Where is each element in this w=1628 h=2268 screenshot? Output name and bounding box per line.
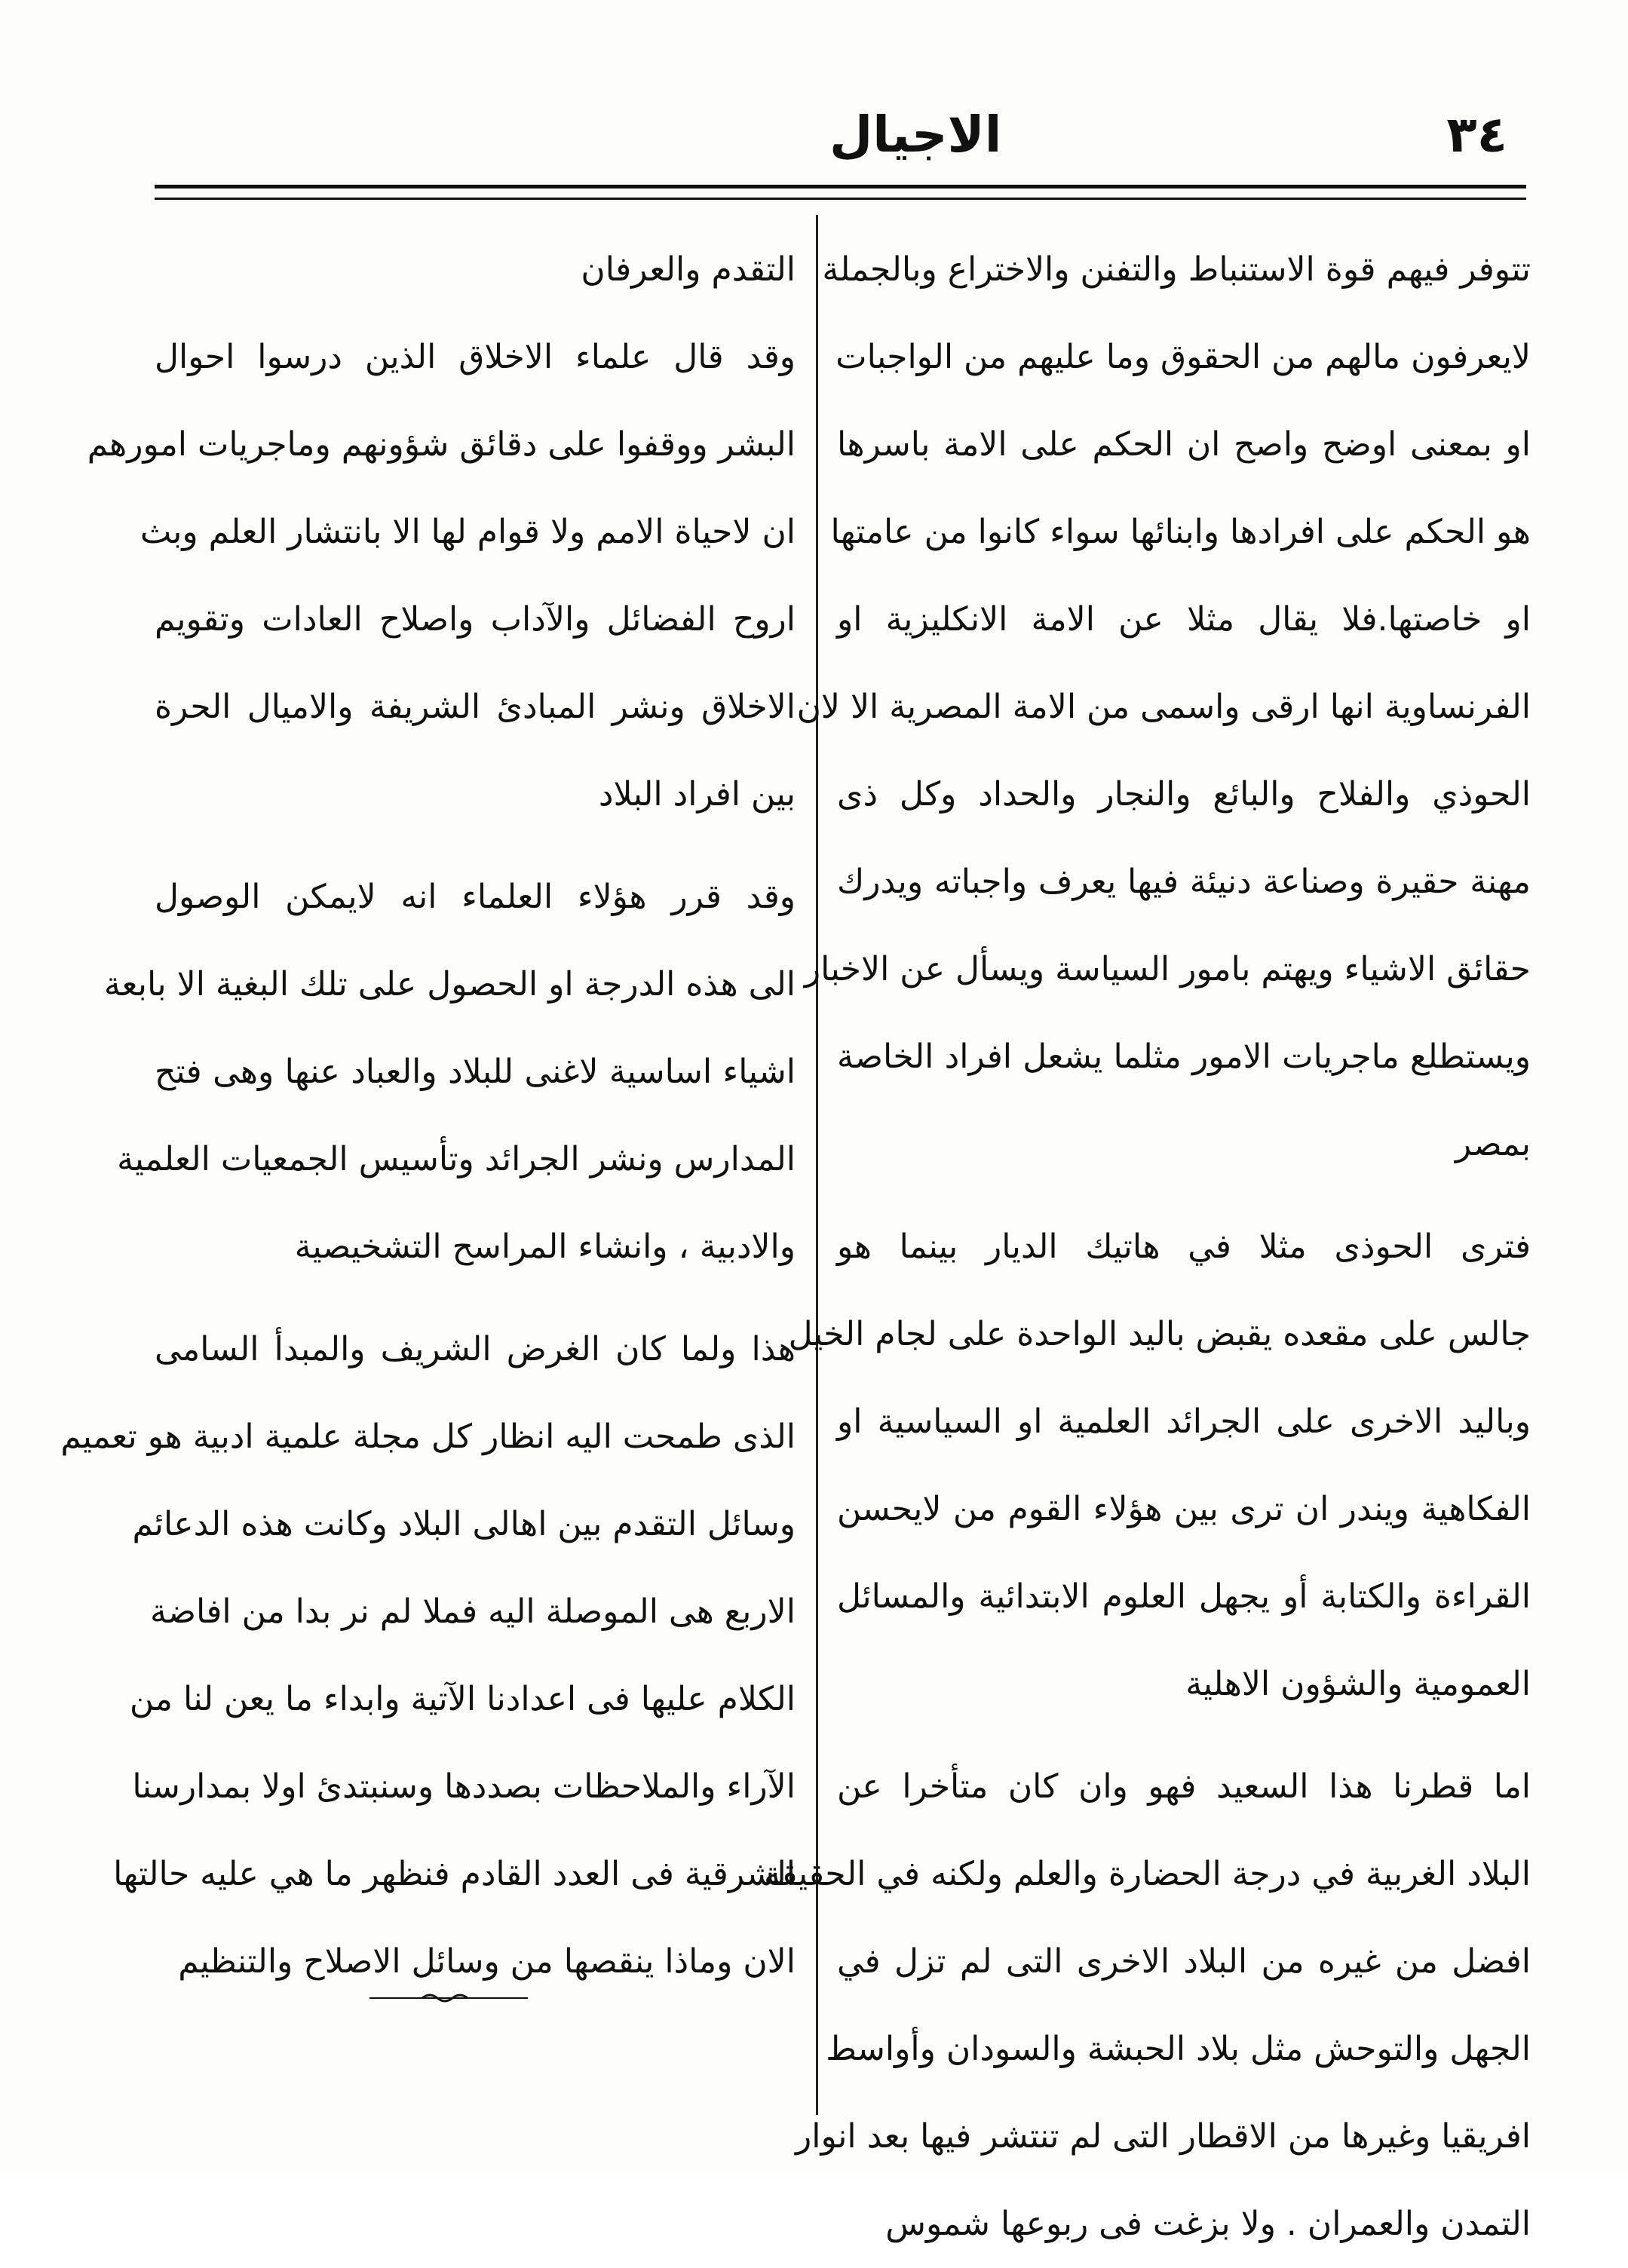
text-line: جالس على مقعده يقبض باليد الواحدة على لجام الخيل: [788, 1315, 1531, 1353]
text-line: هذا ولما كان الغرض الشريف والمبدأ السامى: [155, 1330, 796, 1368]
text-line: اما قطرنا هذا السعيد فهو وان كان متأخرا عن: [837, 1767, 1531, 1806]
text-line: الكلام عليها فى اعدادنا الآتية وابداء ما يعن لنا من: [129, 1680, 796, 1718]
text-line: البشر ووقفوا على دقائق شؤونهم وماجريات امورهم: [87, 425, 796, 464]
paragraph: [60, 1306, 796, 2006]
paragraph-gap: [837, 1188, 1531, 1203]
text-line: لايعرفون مالهم من الحقوق وما عليهم من الواجبات: [835, 338, 1531, 376]
paragraph: [763, 1743, 1531, 2268]
text-line: اشياء اساسية لاغنى للبلاد والعباد عنها وهى فتح: [155, 1053, 796, 1091]
page-number: ٣٤: [1446, 106, 1507, 164]
running-title: الاجيال: [829, 106, 1002, 164]
text-line: هو الحكم على افرادها وابنائها سواء كانوا من عامتها: [830, 513, 1531, 551]
page-header: [151, 106, 1522, 173]
text-line: وسائل التقدم بين اهالى البلاد وكانت هذه الدعائم: [132, 1505, 796, 1543]
text-line: الجهل والتوحش مثل بلاد الحبشة والسودان وأواسط: [826, 2030, 1531, 2068]
header-rule-thick: [155, 185, 1526, 188]
text-line: او بمعنى اوضح واصح ان الحكم على الامة باسرها: [837, 425, 1531, 464]
text-line: والادبية ، وانشاء المراسح التشخيصية: [294, 1227, 796, 1266]
text-line: البلاد الغربية في درجة الحضارة والعلم ولكنه في الحقيقة: [763, 1855, 1531, 1893]
text-line: الذى طمحت اليه انظار كل مجلة علمية ادبية هو تعميم: [60, 1418, 796, 1456]
text-line: مهنة حقيرة وصناعة دنيئة فيها يعرف واجباته ويدرك: [837, 863, 1531, 901]
text-line: بين افراد البلاد: [598, 775, 796, 814]
column-divider: [816, 215, 818, 2115]
text-line: ويستطلع ماجريات الامور مثلما يشعل افراد الخاصة: [837, 1037, 1531, 1076]
text-line: الحوذي والفلاح والبائع والنجار والحداد وكل ذى: [837, 775, 1531, 814]
text-line: ان لاحياة الامم ولا قوام لها الا بانتشار العلم وبث: [139, 513, 796, 551]
paragraph-gap: [155, 1291, 796, 1306]
paragraph: [87, 314, 796, 838]
paragraph-gap: [155, 838, 796, 854]
paragraph: [103, 854, 796, 1291]
text-line: وقد قرر هؤلاء العلماء انه لايمكن الوصول: [155, 878, 796, 916]
text-line: افضل من غيره من البلاد الاخرى التى لم تزل في: [837, 1942, 1531, 1981]
text-line: او خاصتها.فلا يقال مثلا عن الامة الانكليزية او: [837, 600, 1531, 639]
text-line: العمومية والشؤون الاهلية: [1185, 1665, 1531, 1703]
text-line: الاخلاق ونشر المبادئ الشريفة والاميال الحرة: [155, 688, 796, 726]
text-line: حقائق الاشياء ويهتم بامور السياسة ويسأل عن الاخبار: [804, 950, 1531, 988]
section-heading: التقدم والعرفان: [581, 250, 796, 289]
text-line: تتوفر فيهم قوة الاستنباط والتفنن والاختراع وبالجملة: [822, 250, 1531, 289]
paragraph-gap: [837, 1728, 1531, 1743]
text-line: افريقيا وغيرها من الاقطار التى لم تنتشر فيها بعد انوار: [795, 2117, 1531, 2156]
paragraph: [796, 226, 1531, 1188]
text-line: وقد قال علماء الاخلاق الذين درسوا احوال: [155, 338, 796, 376]
text-line: القراءة والكتابة أو يجهل العلوم الابتدائية والمسائل: [837, 1577, 1531, 1616]
end-ornament-icon: [369, 1991, 528, 2006]
paragraph: [788, 1203, 1531, 1728]
text-line: اروح الفضائل والآداب واصلاح العادات وتقويم: [155, 600, 796, 639]
header-rule-thin: [155, 198, 1526, 200]
left-column: [60, 226, 796, 2006]
text-line: الفرنساوية انها ارقى واسمى من الامة المصرية الا لان: [796, 688, 1531, 726]
text-line: الآراء والملاحظات بصددها وسنبتدئ اولا بمدارسنا: [132, 1767, 796, 1806]
right-column: [763, 226, 1531, 2268]
text-line: الفكاهية ويندر ان ترى بين هؤلاء القوم من لايحسن: [837, 1490, 1531, 1528]
text-line: الاربع هى الموصلة اليه فملا لم نر بدا من افاضة: [150, 1592, 796, 1631]
text-line: المدارس ونشر الجرائد وتأسيس الجمعيات العلمية: [117, 1140, 796, 1178]
text-line: الشرقية فى العدد القادم فنظهر ما هي عليه حالتها: [113, 1855, 796, 1893]
text-line: الى هذه الدرجة او الحصول على تلك البغية الا بابعة: [103, 965, 796, 1004]
text-line: الان وماذا ينقصها من وسائل الاصلاح والتنظيم: [178, 1942, 796, 1981]
text-line: فترى الحوذى مثلا في هاتيك الديار بينما هو: [837, 1227, 1531, 1266]
text-line: بمصر: [1455, 1125, 1531, 1163]
text-line: وباليد الاخرى على الجرائد العلمية او السياسية او: [837, 1402, 1531, 1441]
text-line: التمدن والعمران . ولا بزغت فى ربوعها شموس: [885, 2205, 1531, 2243]
